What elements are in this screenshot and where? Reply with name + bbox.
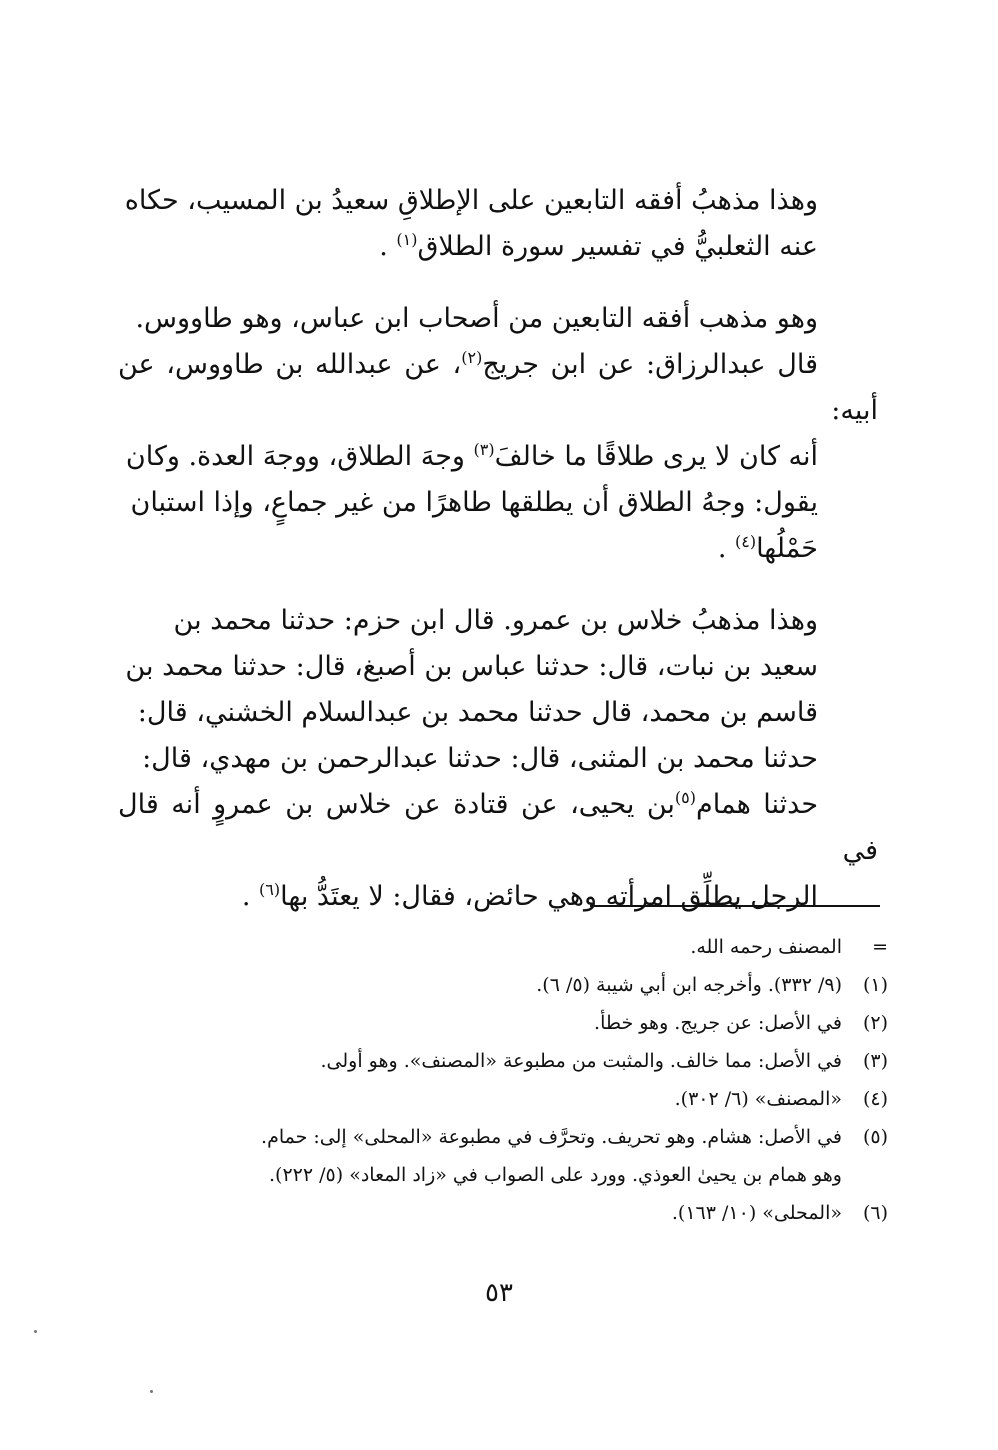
text-line: حدثنا همام$^{(٥)}$بن يحيى، عن قتادة عن خلاس بن عمروٍ أنه قال في xyxy=(118,788,878,866)
text-line: وهذا مذهبُ خلاس بن عمرو. قال ابن حزم: حدثنا محمد بن xyxy=(173,605,818,636)
footnote-text: (٩/ ٣٣٢). وأخرجه ابن أبي شيبة (٥/ ٦). xyxy=(536,974,842,996)
page-number: ٥٣ xyxy=(485,1278,513,1308)
footnote-1 xyxy=(108,966,888,1004)
footnote-number: (٥) xyxy=(862,1126,888,1148)
footnote-text: في الأصل: عن جريج. وهو خطأ. xyxy=(594,1012,842,1034)
footnote-text: «المحلى» (١٠/ ١٦٣). xyxy=(671,1202,842,1224)
footnote-text: «المصنف» (٦/ ٣٠٢). xyxy=(674,1088,842,1110)
text-line: حدثنا محمد بن المثنى، قال: حدثنا عبدالرحمن بن مهدي، قال: xyxy=(142,743,818,774)
scan-speck xyxy=(34,1330,37,1333)
footnote-ref[interactable]: (٦) xyxy=(259,880,281,899)
footnote-3 xyxy=(108,1042,888,1080)
text-line: الرجل يطلِّق امرأته وهي حائض، فقال: لا يعتَدُّ بها$^{(٦)}$ . xyxy=(241,880,818,912)
paragraph-2 xyxy=(118,296,878,572)
text-line: أنه كان لا يرى طلاقًا ما خالفَ$^{(٣)}$ وجهَ الطلاق، ووجهَ العدة. وكان xyxy=(125,440,818,472)
footnote-2 xyxy=(108,1004,888,1042)
footnotes xyxy=(108,928,888,1232)
footnote-4 xyxy=(108,1080,888,1118)
footnote-5 xyxy=(108,1118,888,1194)
paragraph-3 xyxy=(118,598,878,920)
footnote-number: = xyxy=(872,936,888,958)
footnote-number: (٢) xyxy=(862,1012,888,1034)
footnote-ref[interactable]: (١) xyxy=(396,230,418,249)
footnote-ref[interactable]: (٥) xyxy=(674,788,697,807)
text-line: يقول: وجهُ الطلاق أن يطلقها طاهرًا من غير جماعٍ، وإذا استبان xyxy=(130,487,818,518)
text-line: وهو مذهب أفقه التابعين من أصحاب ابن عباس، وهو طاووس. xyxy=(135,303,818,334)
footnote-6 xyxy=(108,1194,888,1232)
footnote-ref[interactable]: (٢) xyxy=(461,348,483,367)
scan-speck xyxy=(150,1390,153,1393)
text-line: وهذا مذهبُ أفقه التابعين على الإطلاقِ سعيدُ بن المسيب، حكاه xyxy=(124,185,818,216)
footnote-number: (٣) xyxy=(862,1050,888,1072)
footnote-number: (٦) xyxy=(862,1202,888,1224)
footnote-number: (١) xyxy=(862,974,888,996)
footnote-separator xyxy=(590,905,880,907)
footnote-text: في الأصل: هشام. وهو تحريف. وتحرَّف في مطبوعة «المحلى» إلى: حمام. وهو همام بن يحيىٰ العوذي. وورد على الصواب في «زاد المعاد» (٥/ ٢٢٢). xyxy=(261,1126,842,1186)
paragraph-1 xyxy=(118,178,878,270)
text-line: سعيد بن نبات، قال: حدثنا عباس بن أصبغ، قال: حدثنا محمد بن xyxy=(125,651,818,682)
footnote-ref[interactable]: (٣) xyxy=(473,440,495,459)
text-line: قال عبدالرزاق: عن ابن جريج$^{(٢)}$، عن عبدالله بن طاووس، عن أبيه: xyxy=(118,348,878,426)
text-line: قاسم بن محمد، قال حدثنا محمد بن عبدالسلام الخشني، قال: xyxy=(137,697,818,728)
main-text xyxy=(118,178,878,946)
footnote-continuation xyxy=(108,928,888,966)
footnote-number: (٤) xyxy=(862,1088,888,1110)
footnote-text: المصنف رحمه الله. xyxy=(690,936,842,958)
footnote-text: في الأصل: مما خالف. والمثبت من مطبوعة «المصنف». وهو أولى. xyxy=(320,1050,842,1072)
footnote-ref[interactable]: (٤) xyxy=(734,532,757,551)
text-line: حَمْلُها$^{(٤)}$ . xyxy=(717,532,818,564)
text-line: عنه الثعلبيُّ في تفسير سورة الطلاق$^{(١)}$ . xyxy=(379,230,818,262)
